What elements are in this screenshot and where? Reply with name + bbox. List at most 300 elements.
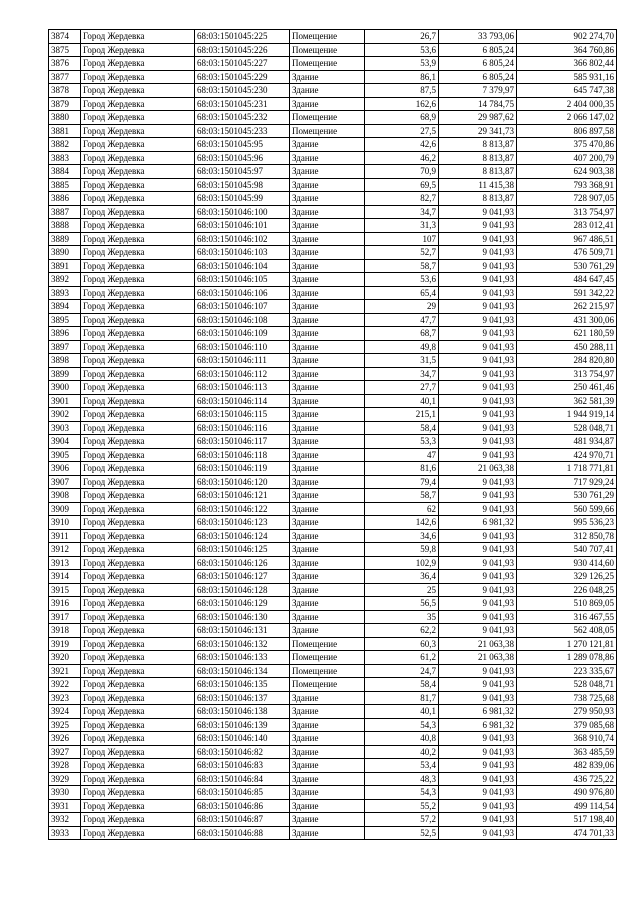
cadastral-value-cell: 499 114,54 [517, 799, 617, 813]
object-type-cell: Здание [290, 340, 365, 354]
cadastral-value-cell: 624 903,38 [517, 165, 617, 179]
row-number-cell: 3918 [49, 624, 81, 638]
specific-value-cell: 6 805,24 [439, 70, 517, 84]
specific-value-cell: 9 041,93 [439, 678, 517, 692]
locality-cell: Город Жердевка [81, 300, 195, 314]
specific-value-cell: 9 041,93 [439, 286, 517, 300]
table-row [49, 583, 617, 597]
area-cell: 36,4 [365, 570, 439, 584]
area-cell: 107 [365, 232, 439, 246]
cadastral-value-table [48, 29, 617, 840]
object-type-cell: Здание [290, 691, 365, 705]
area-cell: 68,9 [365, 111, 439, 125]
locality-cell: Город Жердевка [81, 124, 195, 138]
specific-value-cell: 9 041,93 [439, 543, 517, 557]
object-type-cell: Здание [290, 165, 365, 179]
cadastral-value-cell: 967 486,51 [517, 232, 617, 246]
specific-value-cell: 9 041,93 [439, 664, 517, 678]
object-type-cell: Здание [290, 421, 365, 435]
cadastral-number-cell: 68:03:1501046:113 [195, 381, 290, 395]
table-row [49, 151, 617, 165]
object-type-cell: Здание [290, 624, 365, 638]
area-cell: 53,6 [365, 273, 439, 287]
object-type-cell: Здание [290, 232, 365, 246]
area-cell: 81,6 [365, 462, 439, 476]
row-number-cell: 3907 [49, 475, 81, 489]
table-row [49, 408, 617, 422]
locality-cell: Город Жердевка [81, 219, 195, 233]
cadastral-value-cell: 484 647,45 [517, 273, 617, 287]
specific-value-cell: 9 041,93 [439, 813, 517, 827]
table-row [49, 57, 617, 71]
row-number-cell: 3893 [49, 286, 81, 300]
specific-value-cell: 8 813,87 [439, 151, 517, 165]
cadastral-number-cell: 68:03:1501046:106 [195, 286, 290, 300]
row-number-cell: 3931 [49, 799, 81, 813]
area-cell: 24,7 [365, 664, 439, 678]
table-row [49, 30, 617, 44]
object-type-cell: Здание [290, 178, 365, 192]
object-type-cell: Здание [290, 502, 365, 516]
cadastral-number-cell: 68:03:1501045:225 [195, 30, 290, 44]
row-number-cell: 3881 [49, 124, 81, 138]
locality-cell: Город Жердевка [81, 138, 195, 152]
cadastral-value-cell: 806 897,58 [517, 124, 617, 138]
cadastral-value-cell: 738 725,68 [517, 691, 617, 705]
cadastral-number-cell: 68:03:1501046:140 [195, 732, 290, 746]
area-cell: 79,4 [365, 475, 439, 489]
row-number-cell: 3914 [49, 570, 81, 584]
table-row [49, 300, 617, 314]
object-type-cell: Здание [290, 786, 365, 800]
cadastral-number-cell: 68:03:1501046:133 [195, 651, 290, 665]
locality-cell: Город Жердевка [81, 43, 195, 57]
specific-value-cell: 9 041,93 [439, 583, 517, 597]
cadastral-value-cell: 591 342,22 [517, 286, 617, 300]
locality-cell: Город Жердевка [81, 570, 195, 584]
row-number-cell: 3919 [49, 637, 81, 651]
specific-value-cell: 9 041,93 [439, 408, 517, 422]
table-row [49, 111, 617, 125]
locality-cell: Город Жердевка [81, 57, 195, 71]
object-type-cell: Здание [290, 529, 365, 543]
object-type-cell: Здание [290, 394, 365, 408]
row-number-cell: 3901 [49, 394, 81, 408]
locality-cell: Город Жердевка [81, 84, 195, 98]
table-row [49, 799, 617, 813]
object-type-cell: Помещение [290, 57, 365, 71]
row-number-cell: 3883 [49, 151, 81, 165]
cadastral-number-cell: 68:03:1501046:84 [195, 772, 290, 786]
cadastral-value-cell: 995 536,23 [517, 516, 617, 530]
locality-cell: Город Жердевка [81, 151, 195, 165]
cadastral-value-cell: 262 215,97 [517, 300, 617, 314]
specific-value-cell: 9 041,93 [439, 529, 517, 543]
cadastral-number-cell: 68:03:1501046:88 [195, 826, 290, 840]
specific-value-cell: 9 041,93 [439, 205, 517, 219]
area-cell: 46,2 [365, 151, 439, 165]
row-number-cell: 3885 [49, 178, 81, 192]
object-type-cell: Здание [290, 718, 365, 732]
row-number-cell: 3928 [49, 759, 81, 773]
cadastral-value-cell: 560 599,66 [517, 502, 617, 516]
cadastral-value-cell: 717 929,24 [517, 475, 617, 489]
area-cell: 49,8 [365, 340, 439, 354]
cadastral-number-cell: 68:03:1501046:108 [195, 313, 290, 327]
specific-value-cell: 33 793,06 [439, 30, 517, 44]
cadastral-value-cell: 312 850,78 [517, 529, 617, 543]
locality-cell: Город Жердевка [81, 786, 195, 800]
cadastral-value-cell: 510 869,05 [517, 597, 617, 611]
specific-value-cell: 9 041,93 [439, 435, 517, 449]
specific-value-cell: 21 063,38 [439, 637, 517, 651]
specific-value-cell: 8 813,87 [439, 165, 517, 179]
table-row [49, 286, 617, 300]
cadastral-value-cell: 450 288,11 [517, 340, 617, 354]
cadastral-number-cell: 68:03:1501046:101 [195, 219, 290, 233]
cadastral-number-cell: 68:03:1501046:114 [195, 394, 290, 408]
object-type-cell: Здание [290, 462, 365, 476]
specific-value-cell: 9 041,93 [439, 448, 517, 462]
cadastral-number-cell: 68:03:1501046:138 [195, 705, 290, 719]
cadastral-number-cell: 68:03:1501045:227 [195, 57, 290, 71]
cadastral-value-cell: 250 461,46 [517, 381, 617, 395]
specific-value-cell: 9 041,93 [439, 759, 517, 773]
row-number-cell: 3902 [49, 408, 81, 422]
object-type-cell: Здание [290, 475, 365, 489]
row-number-cell: 3925 [49, 718, 81, 732]
table-row [49, 651, 617, 665]
locality-cell: Город Жердевка [81, 462, 195, 476]
cadastral-number-cell: 68:03:1501046:103 [195, 246, 290, 260]
table-row [49, 718, 617, 732]
specific-value-cell: 9 041,93 [439, 259, 517, 273]
object-type-cell: Здание [290, 759, 365, 773]
cadastral-value-cell: 517 198,40 [517, 813, 617, 827]
locality-cell: Город Жердевка [81, 543, 195, 557]
cadastral-number-cell: 68:03:1501046:126 [195, 556, 290, 570]
cadastral-value-cell: 528 048,71 [517, 421, 617, 435]
area-cell: 58,7 [365, 489, 439, 503]
cadastral-number-cell: 68:03:1501045:97 [195, 165, 290, 179]
cadastral-number-cell: 68:03:1501046:86 [195, 799, 290, 813]
cadastral-value-cell: 645 747,38 [517, 84, 617, 98]
table-row [49, 826, 617, 840]
object-type-cell: Здание [290, 367, 365, 381]
row-number-cell: 3904 [49, 435, 81, 449]
table-row [49, 70, 617, 84]
locality-cell: Город Жердевка [81, 178, 195, 192]
row-number-cell: 3891 [49, 259, 81, 273]
cadastral-number-cell: 68:03:1501046:119 [195, 462, 290, 476]
locality-cell: Город Жердевка [81, 583, 195, 597]
locality-cell: Город Жердевка [81, 705, 195, 719]
row-number-cell: 3911 [49, 529, 81, 543]
object-type-cell: Здание [290, 799, 365, 813]
row-number-cell: 3888 [49, 219, 81, 233]
object-type-cell: Здание [290, 732, 365, 746]
object-type-cell: Помещение [290, 30, 365, 44]
object-type-cell: Здание [290, 705, 365, 719]
object-type-cell: Здание [290, 570, 365, 584]
row-number-cell: 3884 [49, 165, 81, 179]
row-number-cell: 3882 [49, 138, 81, 152]
row-number-cell: 3916 [49, 597, 81, 611]
specific-value-cell: 9 041,93 [439, 313, 517, 327]
cadastral-number-cell: 68:03:1501046:115 [195, 408, 290, 422]
locality-cell: Город Жердевка [81, 192, 195, 206]
locality-cell: Город Жердевка [81, 759, 195, 773]
object-type-cell: Помещение [290, 124, 365, 138]
table-row [49, 786, 617, 800]
specific-value-cell: 9 041,93 [439, 772, 517, 786]
table-row [49, 732, 617, 746]
locality-cell: Город Жердевка [81, 529, 195, 543]
area-cell: 27,5 [365, 124, 439, 138]
object-type-cell: Помещение [290, 664, 365, 678]
cadastral-number-cell: 68:03:1501046:130 [195, 610, 290, 624]
area-cell: 87,5 [365, 84, 439, 98]
cadastral-value-cell: 283 012,41 [517, 219, 617, 233]
specific-value-cell: 14 784,75 [439, 97, 517, 111]
area-cell: 57,2 [365, 813, 439, 827]
specific-value-cell: 9 041,93 [439, 394, 517, 408]
cadastral-value-cell: 474 701,33 [517, 826, 617, 840]
area-cell: 58,7 [365, 259, 439, 273]
locality-cell: Город Жердевка [81, 664, 195, 678]
object-type-cell: Здание [290, 219, 365, 233]
area-cell: 82,7 [365, 192, 439, 206]
locality-cell: Город Жердевка [81, 624, 195, 638]
object-type-cell: Помещение [290, 678, 365, 692]
table-row [49, 165, 617, 179]
row-number-cell: 3898 [49, 354, 81, 368]
cadastral-value-cell: 562 408,05 [517, 624, 617, 638]
row-number-cell: 3921 [49, 664, 81, 678]
specific-value-cell: 9 041,93 [439, 826, 517, 840]
object-type-cell: Здание [290, 489, 365, 503]
cadastral-value-cell: 375 470,86 [517, 138, 617, 152]
specific-value-cell: 11 415,38 [439, 178, 517, 192]
cadastral-number-cell: 68:03:1501046:83 [195, 759, 290, 773]
specific-value-cell: 9 041,93 [439, 232, 517, 246]
table-row [49, 624, 617, 638]
locality-cell: Город Жердевка [81, 435, 195, 449]
locality-cell: Город Жердевка [81, 313, 195, 327]
object-type-cell: Здание [290, 151, 365, 165]
table-row [49, 705, 617, 719]
cadastral-value-cell: 1 289 078,86 [517, 651, 617, 665]
cadastral-value-cell: 621 180,59 [517, 327, 617, 341]
cadastral-number-cell: 68:03:1501046:118 [195, 448, 290, 462]
area-cell: 58,4 [365, 678, 439, 692]
area-cell: 60,3 [365, 637, 439, 651]
cadastral-number-cell: 68:03:1501046:102 [195, 232, 290, 246]
cadastral-number-cell: 68:03:1501046:112 [195, 367, 290, 381]
area-cell: 162,6 [365, 97, 439, 111]
area-cell: 53,3 [365, 435, 439, 449]
table-row [49, 84, 617, 98]
table-row [49, 394, 617, 408]
cadastral-value-cell: 223 335,67 [517, 664, 617, 678]
locality-cell: Город Жердевка [81, 394, 195, 408]
area-cell: 81,7 [365, 691, 439, 705]
specific-value-cell: 8 813,87 [439, 192, 517, 206]
cadastral-value-cell: 284 820,80 [517, 354, 617, 368]
table-row [49, 259, 617, 273]
cadastral-number-cell: 68:03:1501045:231 [195, 97, 290, 111]
locality-cell: Город Жердевка [81, 718, 195, 732]
cadastral-number-cell: 68:03:1501046:124 [195, 529, 290, 543]
cadastral-value-cell: 930 414,60 [517, 556, 617, 570]
table-row [49, 313, 617, 327]
cadastral-number-cell: 68:03:1501046:134 [195, 664, 290, 678]
area-cell: 40,1 [365, 705, 439, 719]
cadastral-number-cell: 68:03:1501046:132 [195, 637, 290, 651]
row-number-cell: 3912 [49, 543, 81, 557]
row-number-cell: 3899 [49, 367, 81, 381]
area-cell: 53,4 [365, 759, 439, 773]
area-cell: 47 [365, 448, 439, 462]
specific-value-cell: 21 063,38 [439, 462, 517, 476]
specific-value-cell: 9 041,93 [439, 381, 517, 395]
cadastral-value-cell: 366 802,44 [517, 57, 617, 71]
table-row [49, 192, 617, 206]
table-row [49, 637, 617, 651]
locality-cell: Город Жердевка [81, 637, 195, 651]
table-row [49, 759, 617, 773]
locality-cell: Город Жердевка [81, 651, 195, 665]
specific-value-cell: 9 041,93 [439, 624, 517, 638]
specific-value-cell: 9 041,93 [439, 610, 517, 624]
cadastral-value-cell: 407 200,79 [517, 151, 617, 165]
cadastral-value-cell: 279 950,93 [517, 705, 617, 719]
specific-value-cell: 9 041,93 [439, 340, 517, 354]
row-number-cell: 3896 [49, 327, 81, 341]
cadastral-value-cell: 226 048,25 [517, 583, 617, 597]
specific-value-cell: 9 041,93 [439, 367, 517, 381]
specific-value-cell: 9 041,93 [439, 219, 517, 233]
cadastral-number-cell: 68:03:1501045:230 [195, 84, 290, 98]
specific-value-cell: 9 041,93 [439, 556, 517, 570]
cadastral-value-cell: 424 970,71 [517, 448, 617, 462]
object-type-cell: Здание [290, 826, 365, 840]
cadastral-number-cell: 68:03:1501046:128 [195, 583, 290, 597]
object-type-cell: Помещение [290, 43, 365, 57]
table-row [49, 367, 617, 381]
area-cell: 142,6 [365, 516, 439, 530]
table-row [49, 516, 617, 530]
row-number-cell: 3924 [49, 705, 81, 719]
row-number-cell: 3879 [49, 97, 81, 111]
row-number-cell: 3920 [49, 651, 81, 665]
locality-cell: Город Жердевка [81, 556, 195, 570]
table-row [49, 246, 617, 260]
table-row [49, 610, 617, 624]
locality-cell: Город Жердевка [81, 165, 195, 179]
table-row [49, 529, 617, 543]
cadastral-number-cell: 68:03:1501046:135 [195, 678, 290, 692]
object-type-cell: Здание [290, 259, 365, 273]
object-type-cell: Здание [290, 556, 365, 570]
cadastral-number-cell: 68:03:1501046:85 [195, 786, 290, 800]
cadastral-value-cell: 368 910,74 [517, 732, 617, 746]
specific-value-cell: 9 041,93 [439, 786, 517, 800]
row-number-cell: 3909 [49, 502, 81, 516]
locality-cell: Город Жердевка [81, 475, 195, 489]
row-number-cell: 3930 [49, 786, 81, 800]
cadastral-number-cell: 68:03:1501046:125 [195, 543, 290, 557]
table-row [49, 678, 617, 692]
area-cell: 55,2 [365, 799, 439, 813]
cadastral-value-cell: 1 944 919,14 [517, 408, 617, 422]
cadastral-value-cell: 364 760,86 [517, 43, 617, 57]
object-type-cell: Здание [290, 745, 365, 759]
locality-cell: Город Жердевка [81, 232, 195, 246]
cadastral-number-cell: 68:03:1501046:82 [195, 745, 290, 759]
table-row [49, 772, 617, 786]
area-cell: 29 [365, 300, 439, 314]
locality-cell: Город Жердевка [81, 111, 195, 125]
specific-value-cell: 29 987,62 [439, 111, 517, 125]
locality-cell: Город Жердевка [81, 70, 195, 84]
cadastral-value-cell: 362 581,39 [517, 394, 617, 408]
cadastral-number-cell: 68:03:1501046:105 [195, 273, 290, 287]
row-number-cell: 3875 [49, 43, 81, 57]
object-type-cell: Здание [290, 381, 365, 395]
row-number-cell: 3877 [49, 70, 81, 84]
object-type-cell: Здание [290, 448, 365, 462]
cadastral-number-cell: 68:03:1501046:120 [195, 475, 290, 489]
cadastral-number-cell: 68:03:1501045:95 [195, 138, 290, 152]
row-number-cell: 3908 [49, 489, 81, 503]
cadastral-value-cell: 2 066 147,02 [517, 111, 617, 125]
specific-value-cell: 9 041,93 [439, 421, 517, 435]
object-type-cell: Здание [290, 192, 365, 206]
cadastral-number-cell: 68:03:1501046:139 [195, 718, 290, 732]
cadastral-number-cell: 68:03:1501045:226 [195, 43, 290, 57]
area-cell: 69,5 [365, 178, 439, 192]
area-cell: 52,5 [365, 826, 439, 840]
object-type-cell: Здание [290, 273, 365, 287]
object-type-cell: Здание [290, 327, 365, 341]
area-cell: 58,4 [365, 421, 439, 435]
object-type-cell: Здание [290, 583, 365, 597]
row-number-cell: 3929 [49, 772, 81, 786]
table-row [49, 556, 617, 570]
locality-cell: Город Жердевка [81, 286, 195, 300]
cadastral-value-cell: 540 707,41 [517, 543, 617, 557]
area-cell: 53,6 [365, 43, 439, 57]
cadastral-value-cell: 482 839,06 [517, 759, 617, 773]
object-type-cell: Здание [290, 543, 365, 557]
area-cell: 25 [365, 583, 439, 597]
locality-cell: Город Жердевка [81, 516, 195, 530]
area-cell: 27,7 [365, 381, 439, 395]
locality-cell: Город Жердевка [81, 421, 195, 435]
table-row [49, 124, 617, 138]
row-number-cell: 3878 [49, 84, 81, 98]
specific-value-cell: 9 041,93 [439, 597, 517, 611]
specific-value-cell: 8 813,87 [439, 138, 517, 152]
area-cell: 102,9 [365, 556, 439, 570]
table-row [49, 597, 617, 611]
cadastral-number-cell: 68:03:1501046:116 [195, 421, 290, 435]
specific-value-cell: 29 341,73 [439, 124, 517, 138]
locality-cell: Город Жердевка [81, 772, 195, 786]
row-number-cell: 3932 [49, 813, 81, 827]
locality-cell: Город Жердевка [81, 799, 195, 813]
